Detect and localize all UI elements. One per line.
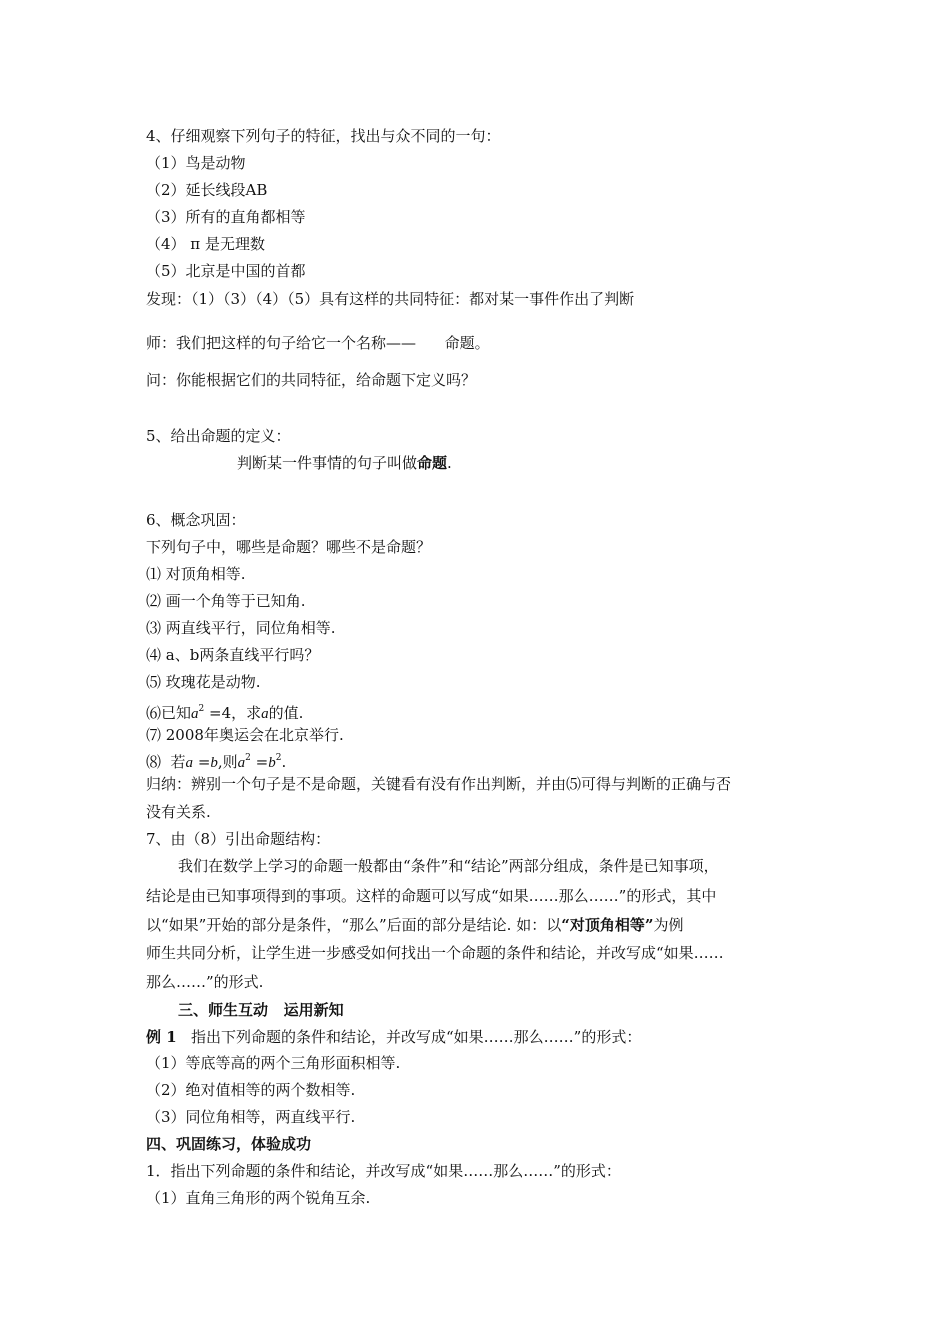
list-item-math: ⑹已知$a^2 =4$，求a的值. [146, 704, 304, 722]
definition-term: 命题 [417, 454, 448, 472]
section-3-heading: 三、师生互动 运用新知 [178, 1001, 344, 1019]
section-6-prompt: 下列句子中，哪些是命题？哪些不是命题？ [146, 538, 432, 556]
section-7-title: 7、由（8）引出命题结构： [146, 830, 331, 848]
list-item: （5）北京是中国的首都 [146, 262, 306, 280]
example-label: 例 1 [146, 1028, 177, 1046]
question-1: 1．指出下列命题的条件和结论，并改写成“如果……那么……”的形式： [146, 1162, 621, 1180]
paragraph-line: 师生共同分析，让学生进一步感受如何找出一个命题的条件和结论，并改写成“如果…… [146, 944, 724, 962]
bold-example: “对顶角相等” [561, 916, 654, 934]
list-item: （2）延长线段AB [146, 181, 268, 199]
question-text: 问：你能根据它们的共同特征，给命题下定义吗？ [146, 371, 477, 389]
list-item: ⑵ 画一个角等于已知角. [146, 592, 306, 610]
section-4-title: 4、仔细观察下列句子的特征，找出与众不同的一句： [146, 127, 501, 145]
list-item: （3）所有的直角都相等 [146, 208, 306, 226]
list-item: （1）鸟是动物 [146, 154, 246, 172]
list-item: （4） π 是无理数 [146, 235, 265, 253]
list-item: ⑴ 对顶角相等. [146, 565, 246, 583]
section-6-title: 6、概念巩固： [146, 511, 246, 529]
list-item: ⑸ 玫瑰花是动物. [146, 673, 261, 691]
section-5-title: 5、给出命题的定义： [146, 427, 291, 445]
example-1: 例 1 指出下列命题的条件和结论，并改写成“如果……那么……”的形式： [146, 1028, 642, 1046]
list-item: ⑺ 2008年奥运会在北京举行. [146, 726, 344, 744]
discovery-text: 发现：（1）（3）（4）（5）具有这样的共同特征：都对某一事件作出了判断 [146, 290, 635, 308]
teacher-text: 师：我们把这样的句子给它一个名称—— 命题。 [146, 334, 490, 352]
list-item-math: ⑻ 若a =b,则$a^2 =b^2$. [146, 753, 287, 771]
paragraph-line: 我们在数学上学习的命题一般都由“条件”和“结论”两部分组成，条件是已知事项， [178, 857, 719, 875]
section-4b-heading: 四、巩固练习，体验成功 [146, 1135, 312, 1153]
paragraph-line: 那么……”的形式. [146, 973, 264, 991]
list-item: ⑷ a、b两条直线平行吗？ [146, 646, 320, 664]
list-item: （2）绝对值相等的两个数相等. [146, 1081, 356, 1099]
paragraph-line: 结论是由已知事项得到的事项。这样的命题可以写成“如果……那么……”的形式，其中 [146, 887, 717, 905]
list-item: （1）直角三角形的两个锐角互余. [146, 1189, 371, 1207]
paragraph-line: 以“如果”开始的部分是条件，“那么”后面的部分是结论. 如：以“对顶角相等”为例 [146, 916, 684, 934]
list-item: （1）等底等高的两个三角形面积相等. [146, 1054, 401, 1072]
list-item: （3）同位角相等，两直线平行. [146, 1108, 356, 1126]
summary-text: 没有关系. [146, 803, 211, 821]
definition-text: 判断某一件事情的句子叫做命题. [237, 454, 452, 472]
list-item: ⑶ 两直线平行，同位角相等. [146, 619, 336, 637]
summary-text: 归纳：辨别一个句子是不是命题，关键看有没有作出判断，并由⑸可得与判断的正确与否 [146, 775, 732, 793]
